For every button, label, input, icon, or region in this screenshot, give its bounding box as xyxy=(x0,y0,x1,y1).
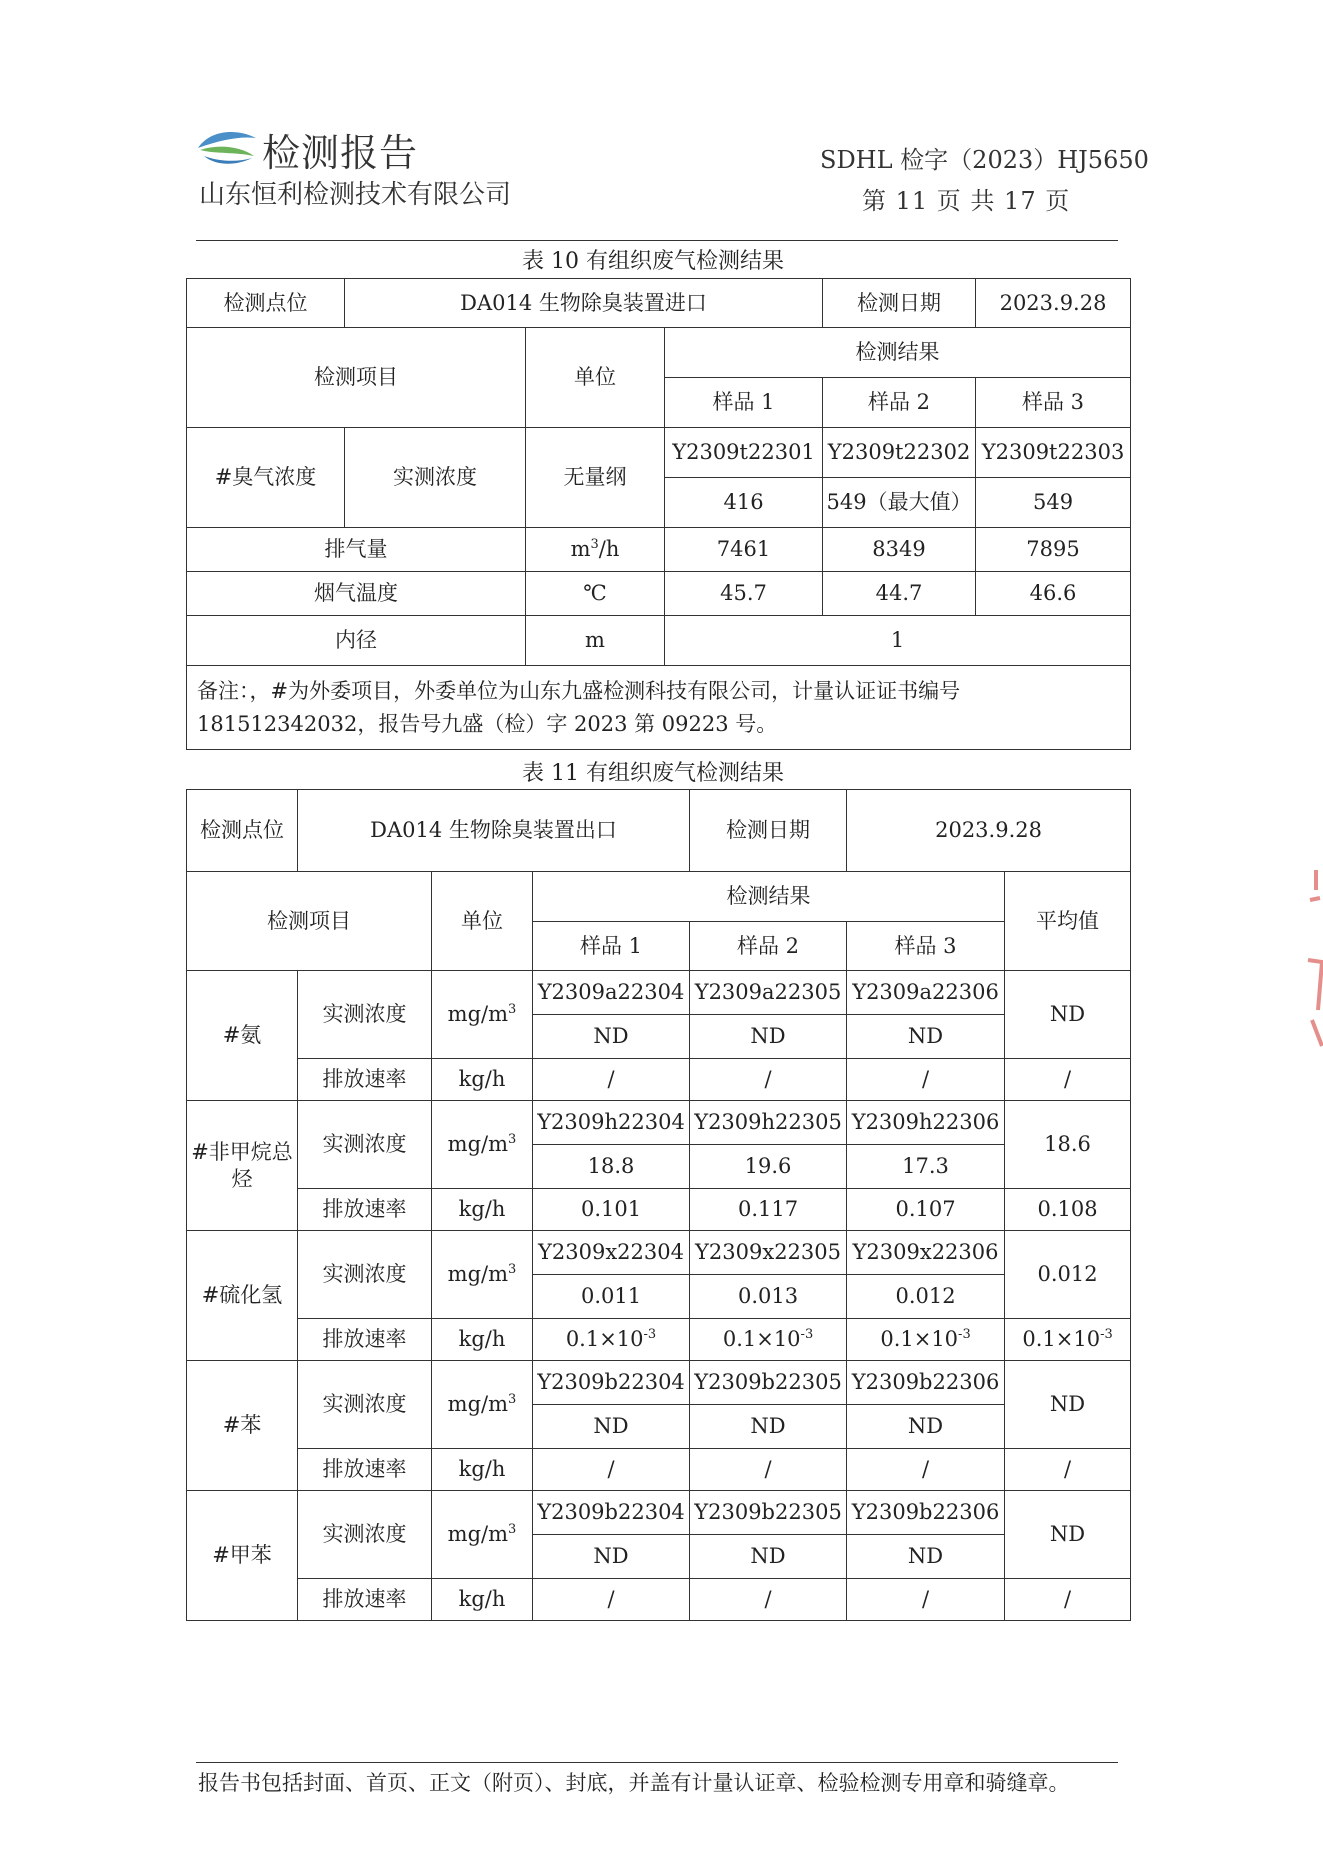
t11-conc-unit: $mg/m^3$ xyxy=(432,1491,533,1579)
t11-group-name: #甲苯 xyxy=(187,1491,298,1621)
footer-divider xyxy=(196,1762,1118,1763)
t10-diameter-name: 内径 xyxy=(187,616,526,666)
t11-sample-code: Y2309x22306 xyxy=(847,1231,1005,1275)
t11-conc-value: ND xyxy=(533,1535,690,1579)
t11-sample: 样品 3 xyxy=(847,922,1005,971)
t11-rate-unit: kg/h xyxy=(432,1189,533,1231)
t11-rate-value: $0.1\times 10^{-3}$ xyxy=(847,1319,1005,1361)
t10-flow-value: 7895 xyxy=(976,528,1131,572)
t11-sample-code: Y2309b22305 xyxy=(690,1361,847,1405)
t10-col-unit: 单位 xyxy=(526,328,665,428)
t10-temp-value: 46.6 xyxy=(976,572,1131,616)
t11-rate-value: 0.117 xyxy=(690,1189,847,1231)
t11-conc-unit: $mg/m^3$ xyxy=(432,1231,533,1319)
t11-rate-value: / xyxy=(847,1449,1005,1491)
company-name: 山东恒利检测技术有限公司 xyxy=(199,180,512,210)
t11-sample: 样品 1 xyxy=(533,922,690,971)
t10-temp-unit: ℃ xyxy=(526,572,665,616)
t11-rate-value: $0.1\times 10^{-3}$ xyxy=(533,1319,690,1361)
table10-caption: 表 10 有组织废气检测结果 xyxy=(522,249,784,274)
t10-odor-value: 416 xyxy=(665,478,823,528)
t11-conc-value: ND xyxy=(690,1405,847,1449)
t11-conc-avg: ND xyxy=(1005,971,1131,1059)
t10-sample: 样品 2 xyxy=(823,378,976,428)
t10-date-label: 检测日期 xyxy=(823,279,976,328)
t11-rate-value: / xyxy=(690,1059,847,1101)
t11-rate-value: / xyxy=(533,1449,690,1491)
t11-rate-label: 排放速率 xyxy=(298,1189,432,1231)
t11-sample-code: Y2309b22306 xyxy=(847,1361,1005,1405)
company-logo-icon xyxy=(196,126,258,166)
t11-conc-avg: 0.012 xyxy=(1005,1231,1131,1319)
t10-flow-unit: $m^3/h$ xyxy=(526,528,665,572)
t10-flow-value: 8349 xyxy=(823,528,976,572)
t10-odor-value: 549 xyxy=(976,478,1131,528)
t11-sample-code: Y2309h22306 xyxy=(847,1101,1005,1145)
t11-sample-code: Y2309h22304 xyxy=(533,1101,690,1145)
t11-date-value: 2023.9.28 xyxy=(847,790,1131,872)
t11-conc-value: ND xyxy=(533,1405,690,1449)
t11-conc-unit: $mg/m^3$ xyxy=(432,1101,533,1189)
t11-conc-value: ND xyxy=(847,1015,1005,1059)
t11-sample-code: Y2309x22304 xyxy=(533,1231,690,1275)
t11-col-unit: 单位 xyxy=(432,872,533,971)
t11-rate-avg: / xyxy=(1005,1579,1131,1621)
t10-date-value: 2023.9.28 xyxy=(976,279,1131,328)
t11-point-value: DA014 生物除臭装置出口 xyxy=(298,790,690,872)
t11-rate-value: 0.101 xyxy=(533,1189,690,1231)
t10-odor-sub: 实测浓度 xyxy=(345,428,526,528)
t11-sample-code: Y2309b22305 xyxy=(690,1491,847,1535)
t11-rate-avg: 0.108 xyxy=(1005,1189,1131,1231)
t10-col-item: 检测项目 xyxy=(187,328,526,428)
t11-conc-value: ND xyxy=(690,1015,847,1059)
t11-sample-code: Y2309x22305 xyxy=(690,1231,847,1275)
t11-rate-label: 排放速率 xyxy=(298,1059,432,1101)
t10-temp-value: 44.7 xyxy=(823,572,976,616)
t11-conc-value: 19.6 xyxy=(690,1145,847,1189)
t11-conc-value: 0.013 xyxy=(690,1275,847,1319)
t11-conc-unit: $mg/m^3$ xyxy=(432,971,533,1059)
t11-group-name: #氨 xyxy=(187,971,298,1101)
t10-odor-code: Y2309t22303 xyxy=(976,428,1131,478)
t10-sample: 样品 3 xyxy=(976,378,1131,428)
t11-rate-avg: / xyxy=(1005,1059,1131,1101)
t11-conc-label: 实测浓度 xyxy=(298,971,432,1059)
t11-rate-avg: / xyxy=(1005,1449,1131,1491)
t10-point-label: 检测点位 xyxy=(187,279,345,328)
t11-sample-code: Y2309b22306 xyxy=(847,1491,1005,1535)
t10-temp-name: 烟气温度 xyxy=(187,572,526,616)
t11-col-avg: 平均值 xyxy=(1005,872,1131,971)
t11-rate-value: 0.107 xyxy=(847,1189,1005,1231)
t11-conc-value: ND xyxy=(533,1015,690,1059)
t11-conc-label: 实测浓度 xyxy=(298,1491,432,1579)
t10-diameter-unit: m xyxy=(526,616,665,666)
t11-rate-value: / xyxy=(690,1449,847,1491)
t10-temp-value: 45.7 xyxy=(665,572,823,616)
t10-point-value: DA014 生物除臭装置进口 xyxy=(345,279,823,328)
t11-conc-label: 实测浓度 xyxy=(298,1361,432,1449)
t11-sample-code: Y2309b22304 xyxy=(533,1361,690,1405)
t11-conc-label: 实测浓度 xyxy=(298,1101,432,1189)
t11-rate-unit: kg/h xyxy=(432,1059,533,1101)
t11-rate-value: / xyxy=(533,1059,690,1101)
t10-note: 备注：，#为外委项目，外委单位为山东九盛检测科技有限公司，计量认证证书编号181512342032，报告号九盛（检）字 2023 第 09223 号。 xyxy=(187,666,1131,750)
table11-caption: 表 11 有组织废气检测结果 xyxy=(522,761,784,786)
t10-odor-code: Y2309t22302 xyxy=(823,428,976,478)
t11-conc-value: ND xyxy=(690,1535,847,1579)
t11-rate-value: / xyxy=(847,1059,1005,1101)
header-divider xyxy=(196,240,1118,241)
t10-odor-unit: 无量纲 xyxy=(526,428,665,528)
t10-diameter-value: 1 xyxy=(665,616,1131,666)
t11-conc-avg: ND xyxy=(1005,1361,1131,1449)
t11-rate-value: / xyxy=(533,1579,690,1621)
t11-rate-value: / xyxy=(847,1579,1005,1621)
t11-conc-avg: 18.6 xyxy=(1005,1101,1131,1189)
t11-sample-code: Y2309b22304 xyxy=(533,1491,690,1535)
t11-rate-value: $0.1\times 10^{-3}$ xyxy=(690,1319,847,1361)
t11-rate-unit: kg/h xyxy=(432,1579,533,1621)
t11-group-name: #苯 xyxy=(187,1361,298,1491)
t11-conc-value: 17.3 xyxy=(847,1145,1005,1189)
t10-flow-name: 排气量 xyxy=(187,528,526,572)
t11-conc-label: 实测浓度 xyxy=(298,1231,432,1319)
t10-flow-value: 7461 xyxy=(665,528,823,572)
t11-conc-unit: $mg/m^3$ xyxy=(432,1361,533,1449)
t11-conc-value: 0.012 xyxy=(847,1275,1005,1319)
table10 xyxy=(186,278,1131,750)
page-info: 第 11 页 共 17 页 xyxy=(862,187,1071,215)
t11-sample-code: Y2309h22305 xyxy=(690,1101,847,1145)
t11-rate-unit: kg/h xyxy=(432,1319,533,1361)
t11-conc-value: ND xyxy=(847,1405,1005,1449)
report-title: 检测报告 xyxy=(262,131,419,175)
t10-odor-name: #臭气浓度 xyxy=(187,428,345,528)
t10-odor-value: 549（最大值） xyxy=(823,478,976,528)
t11-col-results: 检测结果 xyxy=(533,872,1005,922)
t11-conc-value: ND xyxy=(847,1535,1005,1579)
t11-sample-code: Y2309a22304 xyxy=(533,971,690,1015)
t11-conc-value: 18.8 xyxy=(533,1145,690,1189)
t11-conc-avg: ND xyxy=(1005,1491,1131,1579)
t10-sample: 样品 1 xyxy=(665,378,823,428)
seal-stamp-edge xyxy=(1298,870,1323,1070)
t11-rate-unit: kg/h xyxy=(432,1449,533,1491)
footer-text: 报告书包括封面、首页、正文（附页）、封底，并盖有计量认证章、检验检测专用章和骑缝章。 xyxy=(198,1771,1070,1795)
t11-sample-code: Y2309a22306 xyxy=(847,971,1005,1015)
t11-group-name: #硫化氢 xyxy=(187,1231,298,1361)
t11-sample: 样品 2 xyxy=(690,922,847,971)
t11-rate-value: / xyxy=(690,1579,847,1621)
t11-rate-label: 排放速率 xyxy=(298,1319,432,1361)
report-number: SDHL 检字（2023）HJ5650 xyxy=(820,146,1149,174)
table11 xyxy=(186,789,1131,1621)
t10-odor-code: Y2309t22301 xyxy=(665,428,823,478)
t10-col-results: 检测结果 xyxy=(665,328,1131,378)
t11-conc-value: 0.011 xyxy=(533,1275,690,1319)
t11-rate-label: 排放速率 xyxy=(298,1449,432,1491)
t11-date-label: 检测日期 xyxy=(690,790,847,872)
t11-group-name: #非甲烷总烃 xyxy=(187,1101,298,1231)
t11-rate-label: 排放速率 xyxy=(298,1579,432,1621)
t11-point-label: 检测点位 xyxy=(187,790,298,872)
t11-rate-avg: $0.1\times 10^{-3}$ xyxy=(1005,1319,1131,1361)
t11-col-item: 检测项目 xyxy=(187,872,432,971)
t11-sample-code: Y2309a22305 xyxy=(690,971,847,1015)
